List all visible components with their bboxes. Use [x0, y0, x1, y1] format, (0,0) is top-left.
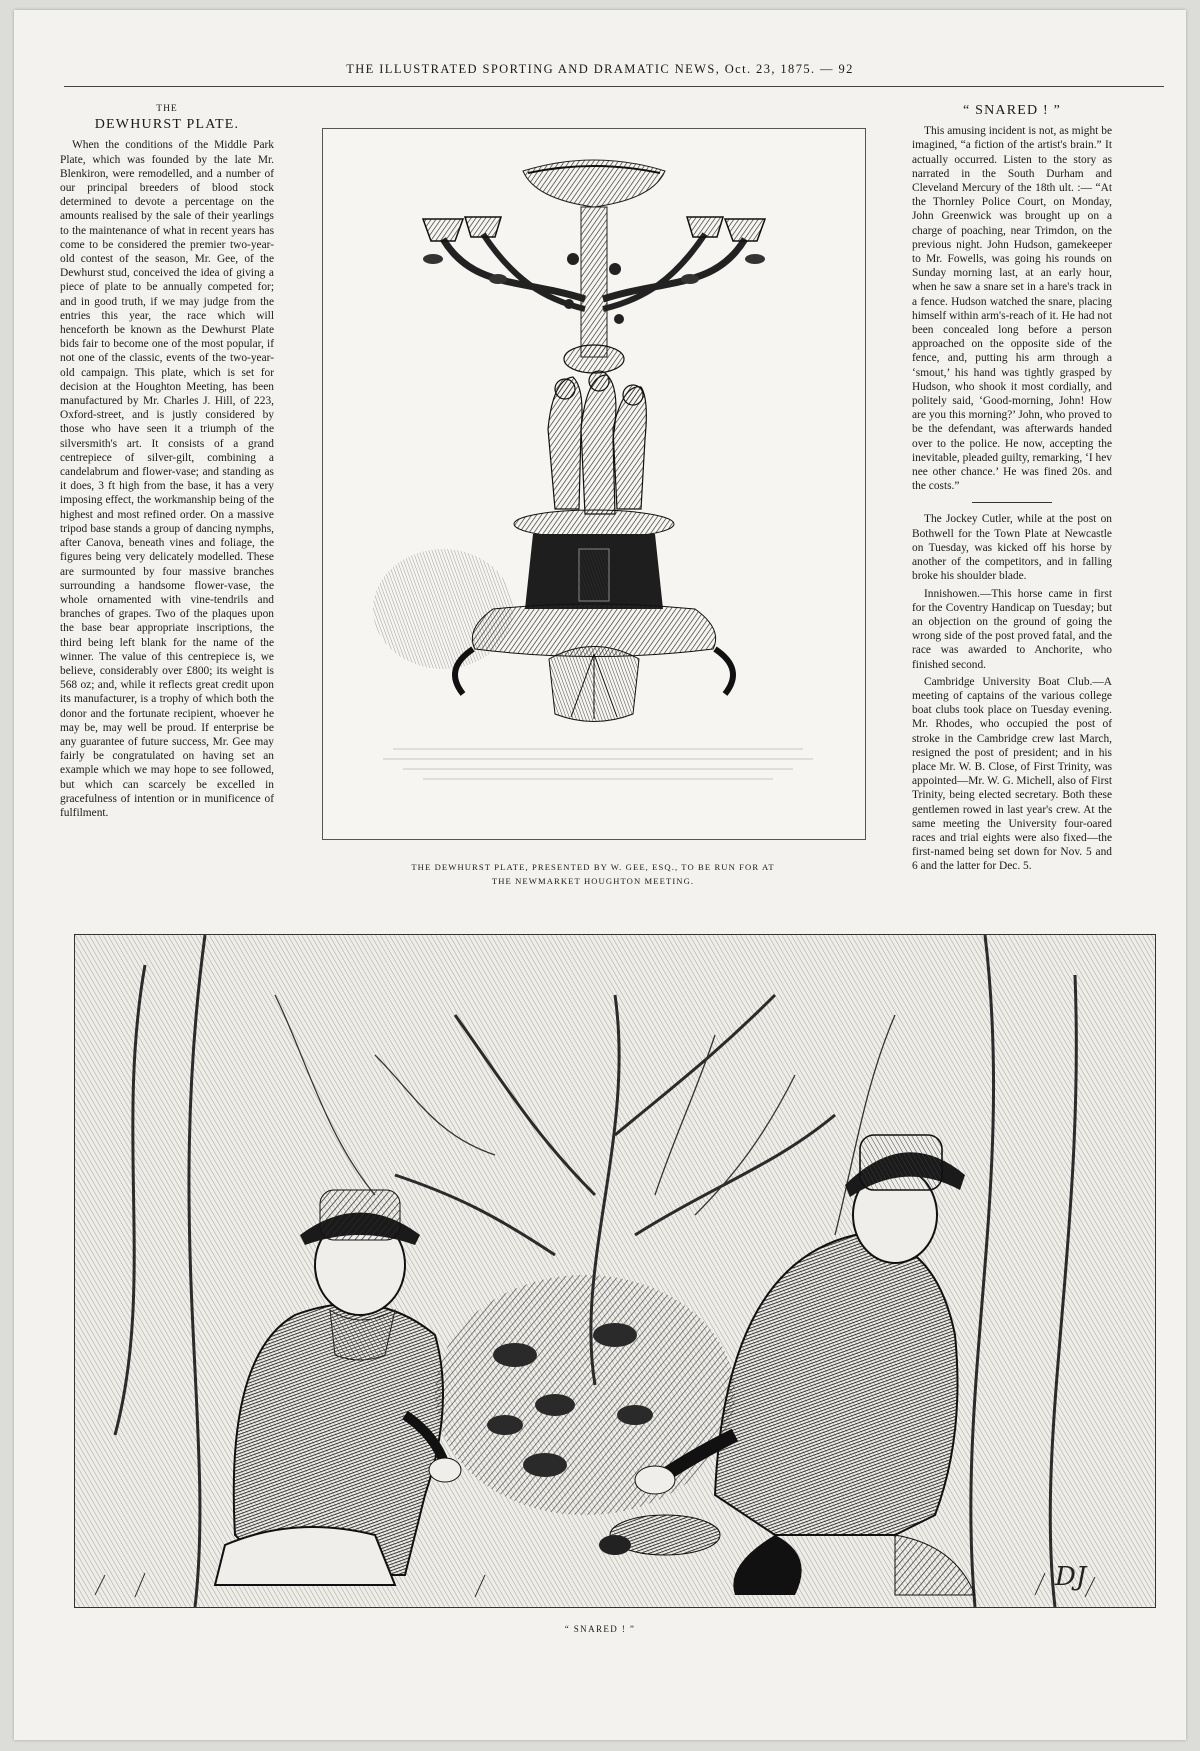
centrepiece-caption — [322, 860, 864, 888]
right-column — [912, 102, 1112, 874]
snared-scene-illustration — [75, 935, 1155, 1607]
masthead: THE ILLUSTRATED SPORTING AND DRAMATIC NEWS, Oct. 23, 1875. — 92 — [346, 62, 854, 76]
centrepiece-illustration — [323, 129, 865, 839]
centrepiece-caption-line2: THE NEWMARKET HOUGHTON MEETING. — [491, 876, 695, 886]
snared-article-body: This amusing incident is not, as might be imagined, “a fiction of the artist's brain.” It actually occurred. Listen to the story as narrated in the South Durham and Cleveland Mercury of the 18th ult. :— “At the Thornley Police Court, on Monday, John Greenwick was brought up on a charge of poaching, near Trimdon, on the previous night. John Hudson, gamekeeper to Mr. Fowells, was going his rounds on Sunday morning last, at an early hour, when he saw a snare set in a hare's track in a fence. Hudson watched the snare, placing himself within arm's-reach of it. He had not been concealed long before a person approached on the opposite side of the fence, and, putting his arm through a ‘smout,’ his hand was tightly grasped by Hudson, who shook it most cordially, and politely said, ‘Good-morning, John! How are you this morning?’ John, who proved to be the defendant, was afterwards handed over to the police. He now, accepting the inevitable, pleaded guilty, remarking, ‘I hev nee other chance.’ He was fined 20s. and the costs.” — [912, 125, 1112, 493]
news-note: Cambridge University Boat Club.—A meeting of captains of the various college boat clubs took place on Tuesday evening. Mr. Rhodes, who occupied the post of stroke in the Cambridge crew last March, resigned the post of president; and in his place Mr. W. B. Close, of First Trinity, was appointed—Mr. W. G. Michell, also of First Trinity, being elected secretary. Both these gentlemen rowed in last year's crew. At the same meeting the University four-oared races and trial eights were also fixed—the first-named being set down for Nov. 5 and 6 and the latter for Dec. 5. — [912, 675, 1112, 873]
snared-engraving — [74, 934, 1156, 1608]
newspaper-page — [14, 10, 1186, 1740]
article-body: When the conditions of the Middle Park Plate, which was founded by the late Mr. Blenkiron, were remodelled, and a number of our principal breeders of blood stock determined to devote a percentage on the amounts realised by the sale of their yearlings to the maintenance of what in recent years has come to be considered the premier two-year-old contest of the season, Mr. Gee, of the Dewhurst stud, conceived the idea of giving a piece of plate to be annually competed for; and in good truth, if we may judge from the entries this year, the race which will henceforth be known as the Dewhurst Plate bids fair to become one of the most popular, if not one of the classic, events of the two-year-old campaign. This plate, which is set for decision at the Houghton Meeting, has been manufactured by Mr. Charles J. Hill, of 223, Oxford-street, and is justly considered by those who have seen it a triumph of the silversmith's art. It consists of a grand centrepiece of silver-gilt, combining a candelabrum and flower-vase; and standing as it does, 3 ft high from the base, it has a very imposing effect, the workmanship being of the highest and most refined order. On a massive tripod base stands a group of dancing nymphs, after Canova, beneath vines and foliage, the figures being very delicately modelled. These are surmounted by four massive branches surrounding a handsome flower-vase, the whole ornamented with vine-tendrils and branches of grapes. Two of the plaques upon the base bear appropriate inscriptions, the third being left blank for the name of the winner. The value of this centrepiece is, we believe, considerably over £800; its weight is 568 oz; and, while it reflects great credit upon its manufacturer, is a trophy of which both the donor and the fortunate recipient, whoever he may be, may well be proud. If enterprise be any guarantee of future success, Mr. Gee may fairly be congratulated on having set an example which we may hope to see followed, but which can scarcely be excelled in gracefulness of intention or in munificence of fulfilment. — [60, 139, 274, 819]
artist-monogram: DJ — [1055, 1562, 1087, 1592]
article-title: DEWHURST PLATE. — [94, 117, 240, 133]
centrepiece-engraving — [322, 128, 866, 840]
snared-caption: “ SNARED ! ” — [564, 1624, 636, 1634]
article-kicker: THE — [156, 104, 178, 114]
masthead-rule — [64, 86, 1164, 87]
left-column — [60, 102, 274, 820]
snared-article-title: “ SNARED ! ” — [963, 103, 1061, 118]
news-note: The Jockey Cutler, while at the post on Bothwell for the Town Plate at Newcastle on Tuesday, was kicked off his horse by another of the competitors, and in falling broke his shoulder blade. — [912, 513, 1112, 583]
column-divider — [972, 502, 1052, 503]
news-note: Innishowen.—This horse came in first for the Coventry Handicap on Tuesday; but an objection on the ground of going the wrong side of the post proved fatal, and the race was awarded to Anchorite, who finished second. — [912, 587, 1112, 671]
centrepiece-caption-line1: THE DEWHURST PLATE, PRESENTED BY W. GEE, ESQ., TO BE RUN FOR AT — [411, 862, 775, 872]
